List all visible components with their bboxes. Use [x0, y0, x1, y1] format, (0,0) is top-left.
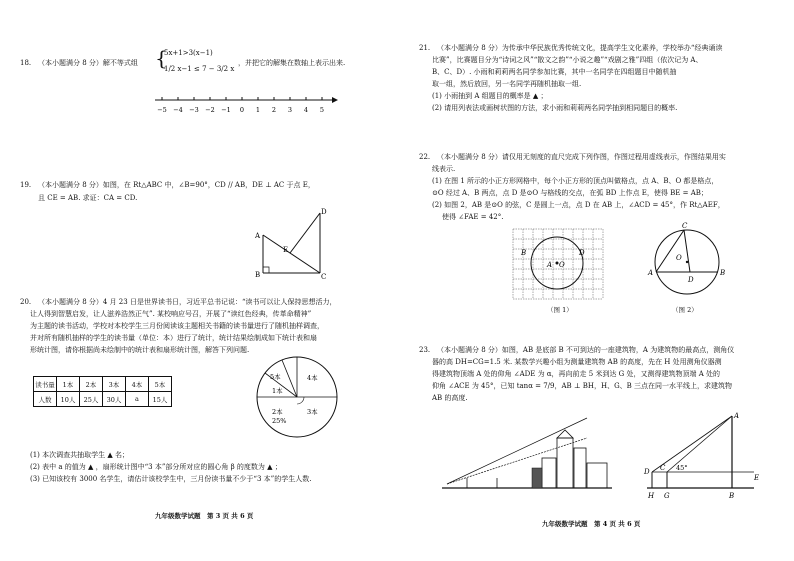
- table-row: [34, 392, 172, 407]
- q21-number: 21.: [419, 44, 431, 52]
- d-label-A: A: [734, 412, 740, 420]
- q18-text: （本小题满分 8 分）解不等式组: [38, 59, 138, 67]
- fig1-caption: （图 1）: [547, 306, 573, 314]
- q22-sub-1: (1) 在图 1 所示的小正方形网格中，每个小正方形的顶点叫做格点，点 A、B、O 都是格点，: [432, 177, 719, 185]
- q20-line-1: （本小题满分 8 分）4 月 23 日是世界读书日，习近平总书记说：“读书可以让人保持思想活力，: [38, 298, 337, 306]
- q20-line-5: 形统计图，请你根据尚未绘制中的统计表和扇形统计图，解答下列问题.: [30, 346, 250, 354]
- grid-label-O: O: [559, 261, 565, 269]
- q22-line-1: （本小题满分 8 分）请仅用无刻度的直尺完成下列作图，作图过程用虚线表示，作图结果用实: [437, 153, 726, 161]
- q22-sub-4: 使得 ∠FAE = 42°.: [442, 213, 504, 221]
- circle-label-C: C: [682, 222, 688, 230]
- table-cell: 15人: [149, 392, 172, 407]
- table-cell: 1本: [57, 377, 80, 392]
- footer-left: 九年级数学试题 第 3 页 共 6 页: [155, 512, 254, 520]
- q19-number: 19.: [20, 181, 32, 189]
- number-line-label: 5: [319, 106, 325, 114]
- table-cell: 4本: [126, 377, 149, 392]
- reading-table: [33, 376, 172, 407]
- circle-label-A: A: [648, 269, 654, 277]
- fig2-caption: （图 2）: [672, 306, 698, 314]
- q23-line-4: 仰角 ∠ACE 为 45°，已知 tanα = 7/9，AB ⊥ BH，H、G、B 三点在同一水平线上，求建筑物: [432, 382, 733, 390]
- q20-number: 20.: [20, 298, 32, 306]
- d-label-G: G: [664, 492, 670, 500]
- label-B: B: [255, 271, 261, 279]
- q18-after: ，并把它的解集在数轴上表示出来.: [238, 59, 346, 67]
- number-line: [150, 90, 340, 120]
- label-C: C: [321, 273, 327, 280]
- table-cell: 人数: [34, 392, 57, 407]
- pie-label-1: 1本: [272, 387, 283, 395]
- table-cell: 30人: [103, 392, 126, 407]
- number-line-label: 2: [271, 106, 277, 114]
- d-label-angle: 45°: [676, 464, 688, 472]
- right-page: [397, 0, 794, 561]
- footer-right: 九年级数学试题 第 4 页 共 6 页: [542, 520, 641, 528]
- q19-figure: [248, 205, 338, 280]
- q19-line2: 且 CE = AB. 求证：CA = CD.: [38, 194, 138, 202]
- q21-sub-1: (1) 小雨抽到 A 组题目的概率是 ▲ ；: [432, 92, 548, 100]
- pie-label-5: 5本: [270, 373, 281, 381]
- number-line-label: 0: [239, 106, 245, 114]
- q23-line-1: （本小题满分 8 分）如图，AB 是底部 B 不可到达的一座建筑物，A 为建筑物的最高点，测角仪: [437, 346, 735, 354]
- q18-ineq2: 1/2 x−1 ≤ 7 − 3/2 x: [164, 65, 235, 73]
- q21-sub-2: (2) 请用列表法或画树状图的方法，求小雨和莉莉两名同学抽到相同题目的概率.: [432, 104, 678, 112]
- number-line-label: 3: [287, 106, 293, 114]
- q18-ineq1: 5x+1>3(x−1): [164, 49, 213, 57]
- q23-line-3: 得建筑物顶端 A 处的仰角 ∠ADE 为 α，再向前走 5 米到达 G 处，又测得建筑物顶端 A 处的: [432, 370, 721, 378]
- number-line-label: −3: [189, 106, 199, 114]
- q23-number: 23.: [419, 346, 431, 354]
- q20-sub-2: (2) 表中 a 的值为 ▲ ，扇形统计图中“3 本”部分所对应的圆心角 β 的度数为 ▲ ；: [30, 463, 282, 471]
- pie-chart: [252, 352, 344, 442]
- table-cell: 25人: [80, 392, 103, 407]
- q22-sub-2: ⊙O 经过 A、B 两点，点 D 是⊙O 与格线的交点，在弧 BD 上作点 E，使得 BE = AB；: [432, 189, 708, 197]
- grid-label-B: B: [521, 249, 527, 257]
- q20-line-3: 为主题的读书活动，学校对本校学生三月份阅读该主题相关书籍的读书量进行了随机抽样调查，: [30, 322, 324, 330]
- q22-number: 22.: [419, 153, 431, 161]
- label-A: A: [255, 232, 261, 240]
- d-label-H: H: [648, 492, 655, 500]
- table-row: [34, 377, 172, 392]
- d-label-D: D: [644, 468, 650, 476]
- number-line-label: 4: [303, 106, 309, 114]
- q22-line-2: 线表示.: [432, 165, 456, 173]
- table-cell: 10人: [57, 392, 80, 407]
- q23-line-5: AB 的高度.: [432, 394, 468, 402]
- table-cell: 5本: [149, 377, 172, 392]
- pie-label-3: 3本: [307, 408, 318, 416]
- q23-photo-illustration: [437, 408, 617, 498]
- q20-sub-3: (3) 已知该校有 3000 名学生，请估计该校学生中，三月份读书量不少于“3 本”的学生人数.: [30, 475, 312, 483]
- label-D: D: [321, 208, 327, 216]
- number-line-label: 1: [255, 106, 261, 114]
- number-line-label: −1: [221, 106, 231, 114]
- q18-number: 18.: [20, 59, 32, 67]
- d-label-B: B: [729, 492, 735, 500]
- grid-label-A: A: [547, 261, 553, 269]
- q19-line1: （本小题满分 8 分）如图，在 Rt△ABC 中，∠B=90°，CD // AB，DE ⊥ AC 于点 E，: [38, 181, 315, 189]
- circle-label-B: B: [720, 269, 726, 277]
- pie-label-4: 4本: [307, 374, 318, 382]
- q22-sub-3: (2) 如图 2，AB 是⊙O 的弦，C 是圆上一点，点 D 在 AB 上，∠ACD = 45°，作 Rt△AEF，: [432, 201, 725, 209]
- q21-line-1: （本小题满分 8 分）为传承中华民族优秀传统文化，提高学生文化素养，学校举办“经典诵读: [437, 44, 723, 52]
- q23-line-2: 器的高 DH=CG=1.5 米. 某数学兴趣小组为测量建筑物 AB 的高度，先在 H 处用测角仪器测: [432, 358, 722, 366]
- q22-circle-figure: [642, 220, 732, 300]
- q23-diagram: [642, 410, 762, 505]
- number-line-label: −2: [205, 106, 215, 114]
- d-label-E: E: [754, 474, 760, 482]
- pie-label-2-pct: 25%: [272, 417, 287, 425]
- circle-label-O: O: [676, 254, 682, 262]
- d-label-C: C: [660, 464, 666, 472]
- pie-label-2: 2本: [272, 408, 283, 416]
- table-cell: a: [126, 392, 149, 407]
- q21-line-2: 比赛”，比赛题目分为“诗词之风”“散文之韵”“小说之趣”“戏剧之雅”四组（依次记为 A、: [432, 56, 703, 64]
- grid-label-D: D: [579, 249, 585, 257]
- q20-sub-1: (1) 本次调查共抽取学生 ▲ 名；: [30, 451, 129, 459]
- number-line-label: −5: [157, 106, 167, 114]
- table-cell: 2本: [80, 377, 103, 392]
- number-line-label: −4: [173, 106, 183, 114]
- q20-line-4: 并对所有随机抽样的学生的读书量（单位：本）进行了统计，统计结果绘制成如下统计表和扇: [30, 334, 317, 342]
- table-cell: 读书量: [34, 377, 57, 392]
- label-E: E: [283, 246, 289, 254]
- q18-brace: {: [155, 46, 168, 70]
- q21-line-3: B、C、D）. 小雨和莉莉两名同学参加比赛，其中一名同学在四组题目中随机抽: [432, 68, 677, 76]
- q21-line-4: 取一组，然后放回，另一名同学再随机抽取一组.: [432, 80, 582, 88]
- circle-label-D: D: [688, 276, 694, 284]
- q20-line-2: 让人得到智慧启发，让人滋养浩然正气”. 某校响应号召，开展了“读红色经典，传革命精神”: [30, 310, 312, 318]
- table-cell: 3本: [103, 377, 126, 392]
- q22-grid-figure: [509, 225, 609, 305]
